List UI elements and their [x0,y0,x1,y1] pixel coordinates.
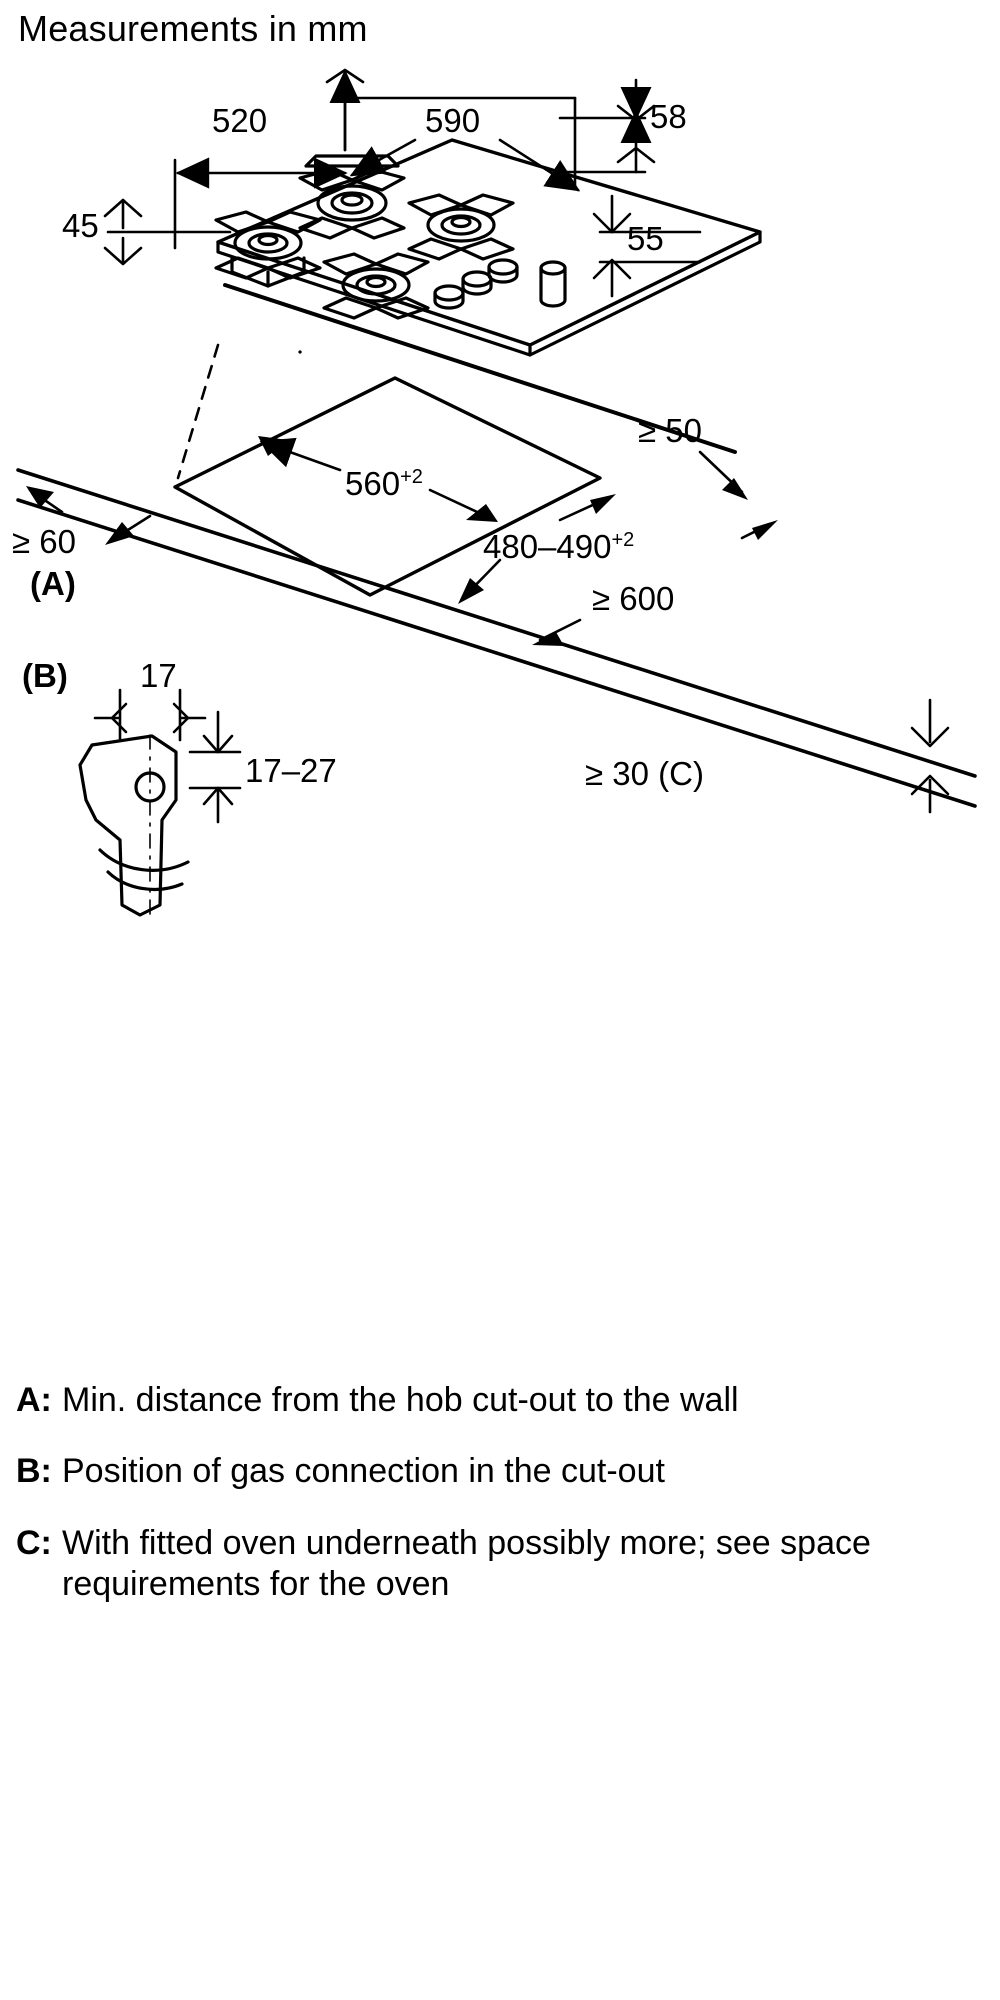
dimension-label-480-490-value: 480–490 [483,528,612,565]
burner-front-centre [324,254,428,318]
burner-rear-right [409,195,513,259]
legend-key-b: B: [16,1452,52,1491]
page-title: Measurements in mm [18,8,368,49]
dimension-label-520: 520 [212,102,268,139]
dimension-label-min-60: ≥ 60 [12,523,76,560]
legend-item-b [16,1451,956,1492]
legend-item-c [16,1523,956,1606]
dimension-label-min-600: ≥ 600 [592,580,675,617]
legend-key-a: A: [16,1381,52,1419]
dimension-lines-worktop [26,436,948,812]
dimension-label-min-30-c-text: ≥ 30 (C) [585,755,704,792]
control-knobs [435,260,517,308]
dimension-label-58: 58 [650,98,687,135]
dimension-label-560-value: 560 [345,465,401,502]
legend [16,1380,956,1636]
dimension-label-17-27: 17–27 [245,752,337,789]
dimension-label-480-490-tolerance: +2 [611,529,635,551]
dimension-label-min-50: ≥ 50 [638,412,702,449]
legend-text-c: With fitted oven underneath possibly more; see space requirements for the oven [62,1523,871,1604]
legend-key-c: C: [16,1523,52,1562]
gas-connection-pipe [541,262,565,306]
burner-front-left [216,212,320,286]
dimension-label-480-490 [483,528,634,566]
legend-text-a: Min. distance from the hob cut-out to the wall [62,1381,739,1419]
gas-connection-detail [80,735,188,918]
dimension-label-ref-a: (A) [30,565,76,602]
dimension-label-min-30-c [585,755,704,793]
dimension-label-560 [345,465,423,503]
dimension-lines-hob [105,70,700,296]
legend-text-b: Position of gas connection in the cut-out [62,1452,665,1491]
legend-item-a [16,1380,956,1421]
dimension-lines-detail [95,690,240,822]
dimension-label-ref-b: (B) [22,657,68,694]
dimension-label-17: 17 [140,657,177,694]
dimension-label-45: 45 [62,207,99,244]
dimension-label-560-tolerance: +2 [400,466,423,488]
dimension-label-55: 55 [627,220,664,257]
dimension-label-590: 590 [425,102,481,139]
